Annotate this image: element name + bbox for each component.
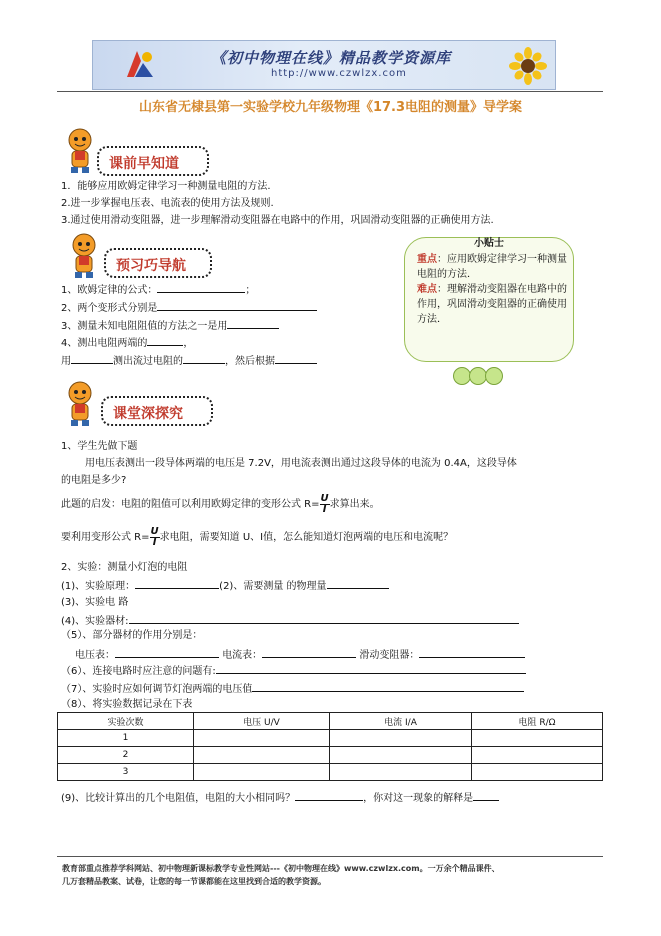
footer: [62, 862, 500, 888]
column-header: 电流 I/A: [330, 713, 472, 730]
preview-q4: 4、测出电阻两端的 ，: [61, 335, 193, 350]
table-cell[interactable]: [472, 747, 603, 764]
table-cell[interactable]: [194, 747, 330, 764]
experiment-equipment: (4)、实验器材:: [61, 613, 519, 628]
table-cell[interactable]: [330, 764, 472, 781]
explore-hint: 此题的启发：电阻的阻值可以利用欧姆定律的变形公式 R= $\frac{U}{I}$ 求算出来。: [61, 492, 380, 515]
answer-blank[interactable]: [216, 663, 526, 674]
wiring-notes: （6）、连接电路时应注意的问题有:: [61, 663, 526, 678]
answer-blank[interactable]: [419, 647, 525, 658]
tip-box: [404, 237, 574, 362]
answer-blank[interactable]: [275, 353, 317, 364]
table-cell[interactable]: [194, 764, 330, 781]
data-table: [57, 712, 603, 781]
explore-problem: 用电压表测出一段导体两端的电压是 7.2V，用电流表测出通过这段导体的电流为 0.4A，这段导体: [85, 458, 517, 469]
fraction-u-over-i: $\frac{U}{I}$: [320, 492, 329, 515]
record-table-caption: （8）、将实验数据记录在下表: [61, 699, 193, 710]
table-cell: 3: [58, 764, 194, 781]
answer-blank[interactable]: [129, 613, 519, 624]
table-row: [58, 730, 603, 747]
footer-divider: [57, 856, 603, 857]
key-point-text: ：应用欧姆定律学习一种测量电阻的方法．: [417, 254, 567, 280]
voltage-adjust: （7）、实验时应如何调节灯泡两端的电压值: [61, 681, 524, 696]
footer-line-2: 几万套精品教案、试卷，让您的每一节课都能在这里找到合适的教学资源。: [62, 877, 326, 886]
column-header: 电阻 R/Ω: [472, 713, 603, 730]
table-cell[interactable]: [472, 764, 603, 781]
explore-p1: 1、学生先做下题: [61, 441, 138, 452]
section-header-explore: [101, 396, 213, 426]
answer-blank[interactable]: [71, 353, 113, 364]
table-header-row: [58, 713, 603, 730]
section-header-preview: [104, 248, 212, 278]
tiger-mascot-icon: [62, 127, 98, 175]
answer-blank[interactable]: [227, 318, 279, 329]
answer-blank[interactable]: [262, 647, 356, 658]
section-label: 预习巧导航: [116, 258, 186, 274]
tip-body: [417, 252, 567, 327]
answer-blank[interactable]: [183, 353, 225, 364]
answer-blank[interactable]: [157, 300, 317, 311]
document-title: 山东省无棣县第一实验学校九年级物理《17.3电阻的测量》导学案: [138, 100, 523, 115]
banner-url[interactable]: http://www.czwlzx.com: [271, 68, 407, 79]
answer-blank[interactable]: [295, 790, 363, 801]
column-header: 实验次数: [58, 713, 194, 730]
answer-blank[interactable]: [157, 282, 245, 293]
equipment-roles-answers: 电压表： 电流表： 滑动变阻器：: [75, 647, 525, 662]
table-cell: 1: [58, 730, 194, 747]
section-header-before-class: [97, 146, 209, 176]
banner-title: 《初中物理在线》精品教学资源库: [211, 49, 452, 67]
answer-blank[interactable]: [473, 790, 499, 801]
difficulty-text: ：理解滑动变阻器在电路中的作用，巩固滑动变阻器的正确使用方法．: [417, 284, 567, 325]
section-label: 课前早知道: [109, 156, 179, 172]
table-row: [58, 764, 603, 781]
preview-q1: 1、欧姆定律的公式： ；: [61, 282, 255, 297]
preview-q4-continued: 用 测出流过电阻的 ，然后根据: [61, 353, 317, 368]
experiment-title: 2、实验：测量小灯泡的电阻: [61, 562, 188, 573]
tiger-mascot-icon: [62, 380, 98, 428]
goal-1: 1．能够应用欧姆定律学习一种测量电阻的方法.: [61, 181, 271, 192]
header-divider: [57, 91, 603, 92]
footer-line-1: 教育部重点推荐学科网站、初中物理新课标教学专业性网站---《初中物理在线》www.czwlzx.com。一万余个精品课件、: [62, 864, 500, 873]
difficulty-label: 难点: [417, 284, 437, 295]
goal-3: 3.通过使用滑动变阻器，进一步理解滑动变阻器在电路中的作用，巩固滑动变阻器的正确使用方法.: [61, 215, 494, 226]
answer-blank[interactable]: [135, 578, 219, 589]
table-cell[interactable]: [330, 747, 472, 764]
explore-problem-end: 的电阻是多少?: [61, 475, 127, 486]
answer-blank[interactable]: [327, 578, 389, 589]
preview-q2: 2、两个变形式分别是: [61, 300, 317, 315]
table-cell[interactable]: [330, 730, 472, 747]
experiment-principle: (1)、实验原理： (2)、需要测量 的物理量: [61, 578, 389, 593]
preview-q3: 3、测量未知电阻阻值的方法之一是用: [61, 318, 279, 333]
key-point-label: 重点: [417, 254, 437, 265]
equipment-roles: （5）、部分器材的作用分别是：: [61, 630, 203, 641]
section-label: 课堂深探究: [113, 406, 183, 422]
answer-blank[interactable]: [252, 681, 524, 692]
compare-question: (9)、比较计算出的几个电阻值，电阻的大小相同吗？ ，你对这一现象的解释是: [61, 790, 499, 805]
sunflower-icon: [509, 47, 547, 85]
table-row: [58, 747, 603, 764]
tiger-mascot-icon: [66, 232, 102, 280]
table-cell[interactable]: [472, 730, 603, 747]
table-cell: 2: [58, 747, 194, 764]
tip-heading: 小贴士: [474, 238, 504, 249]
table-cell[interactable]: [194, 730, 330, 747]
site-logo-icon: [121, 47, 157, 83]
fraction-u-over-i: $\frac{U}{I}$: [150, 525, 159, 548]
decor-dot: [485, 367, 503, 385]
answer-blank[interactable]: [115, 647, 219, 658]
column-header: 电压 U/V: [194, 713, 330, 730]
answer-blank[interactable]: [147, 335, 183, 346]
goal-2: 2.进一步掌握电压表、电流表的使用方法及规则.: [61, 198, 274, 209]
header-banner: [92, 40, 556, 90]
experiment-circuit: (3)、实验电 路: [61, 597, 129, 608]
explore-question: 要利用变形公式 R= $\frac{U}{I}$ 求电阻，需要知道 U、I值，怎么能知道灯泡两端的电压和电流呢？: [61, 525, 454, 548]
